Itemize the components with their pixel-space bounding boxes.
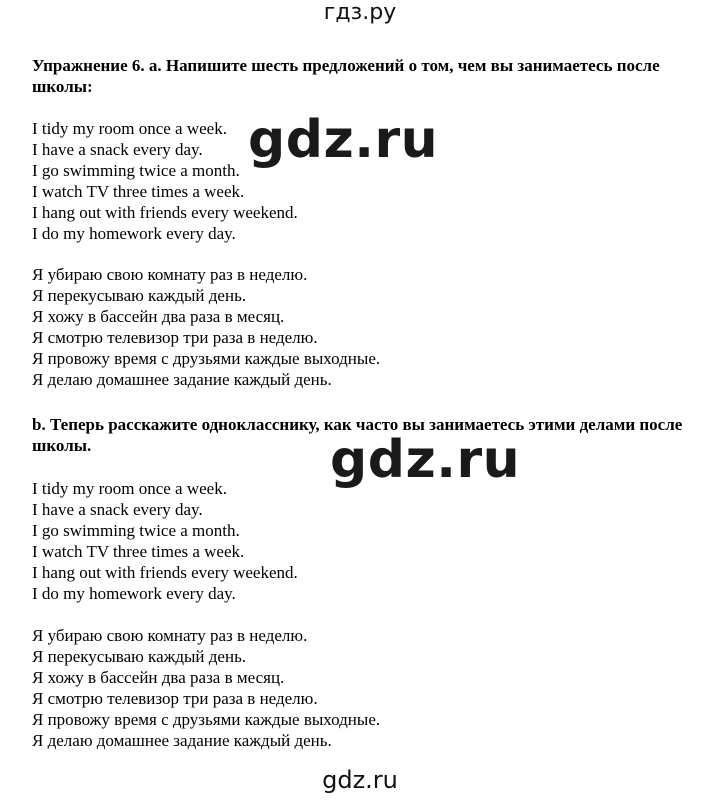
list-item: Я перекусываю каждый день. (32, 647, 247, 666)
list-item: I do my homework every day. (32, 584, 236, 603)
part-b-russian-list (32, 625, 380, 751)
part-a-russian-list (32, 264, 380, 390)
site-header: гдз.ру (323, 0, 397, 25)
list-item: Я убираю свою комнату раз в неделю. (32, 626, 308, 645)
list-item: Я перекусываю каждый день. (32, 286, 247, 305)
list-item: I hang out with friends every weekend. (32, 563, 298, 582)
list-item: I watch TV three times a week. (32, 182, 245, 201)
exercise-heading-b: b. Теперь расскажите однокласснику, как часто вы занимаетесь этими делами после школы. (32, 415, 683, 455)
part-b-english-list (32, 478, 298, 604)
list-item: Я смотрю телевизор три раза в неделю. (32, 328, 318, 347)
list-item: I tidy my room once a week. (32, 479, 227, 498)
list-item: Я хожу в бассейн два раза в месяц. (32, 307, 285, 326)
exercise-heading-a: Упражнение 6. a. Напишите шесть предложений о том, чем вы занимаетесь после школы: (32, 56, 660, 96)
list-item: I hang out with friends every weekend. (32, 203, 298, 222)
site-footer: gdz.ru (322, 766, 398, 794)
list-item: I tidy my room once a week. (32, 119, 227, 138)
watermark-logo: gdz.ru (330, 430, 521, 490)
list-item: Я провожу время с друзьями каждые выходные. (32, 710, 381, 729)
watermark-logo: gdz.ru (248, 110, 439, 170)
list-item: Я делаю домашнее задание каждый день. (32, 731, 332, 750)
list-item: I have a snack every day. (32, 140, 203, 159)
list-item: I go swimming twice a month. (32, 161, 240, 180)
list-item: I go swimming twice a month. (32, 521, 240, 540)
list-item: Я смотрю телевизор три раза в неделю. (32, 689, 318, 708)
list-item: Я убираю свою комнату раз в неделю. (32, 265, 308, 284)
list-item: Я провожу время с друзьями каждые выходные. (32, 349, 381, 368)
list-item: Я хожу в бассейн два раза в месяц. (32, 668, 285, 687)
list-item: I watch TV three times a week. (32, 542, 245, 561)
list-item: I have a snack every day. (32, 500, 203, 519)
list-item: Я делаю домашнее задание каждый день. (32, 370, 332, 389)
list-item: I do my homework every day. (32, 224, 236, 243)
